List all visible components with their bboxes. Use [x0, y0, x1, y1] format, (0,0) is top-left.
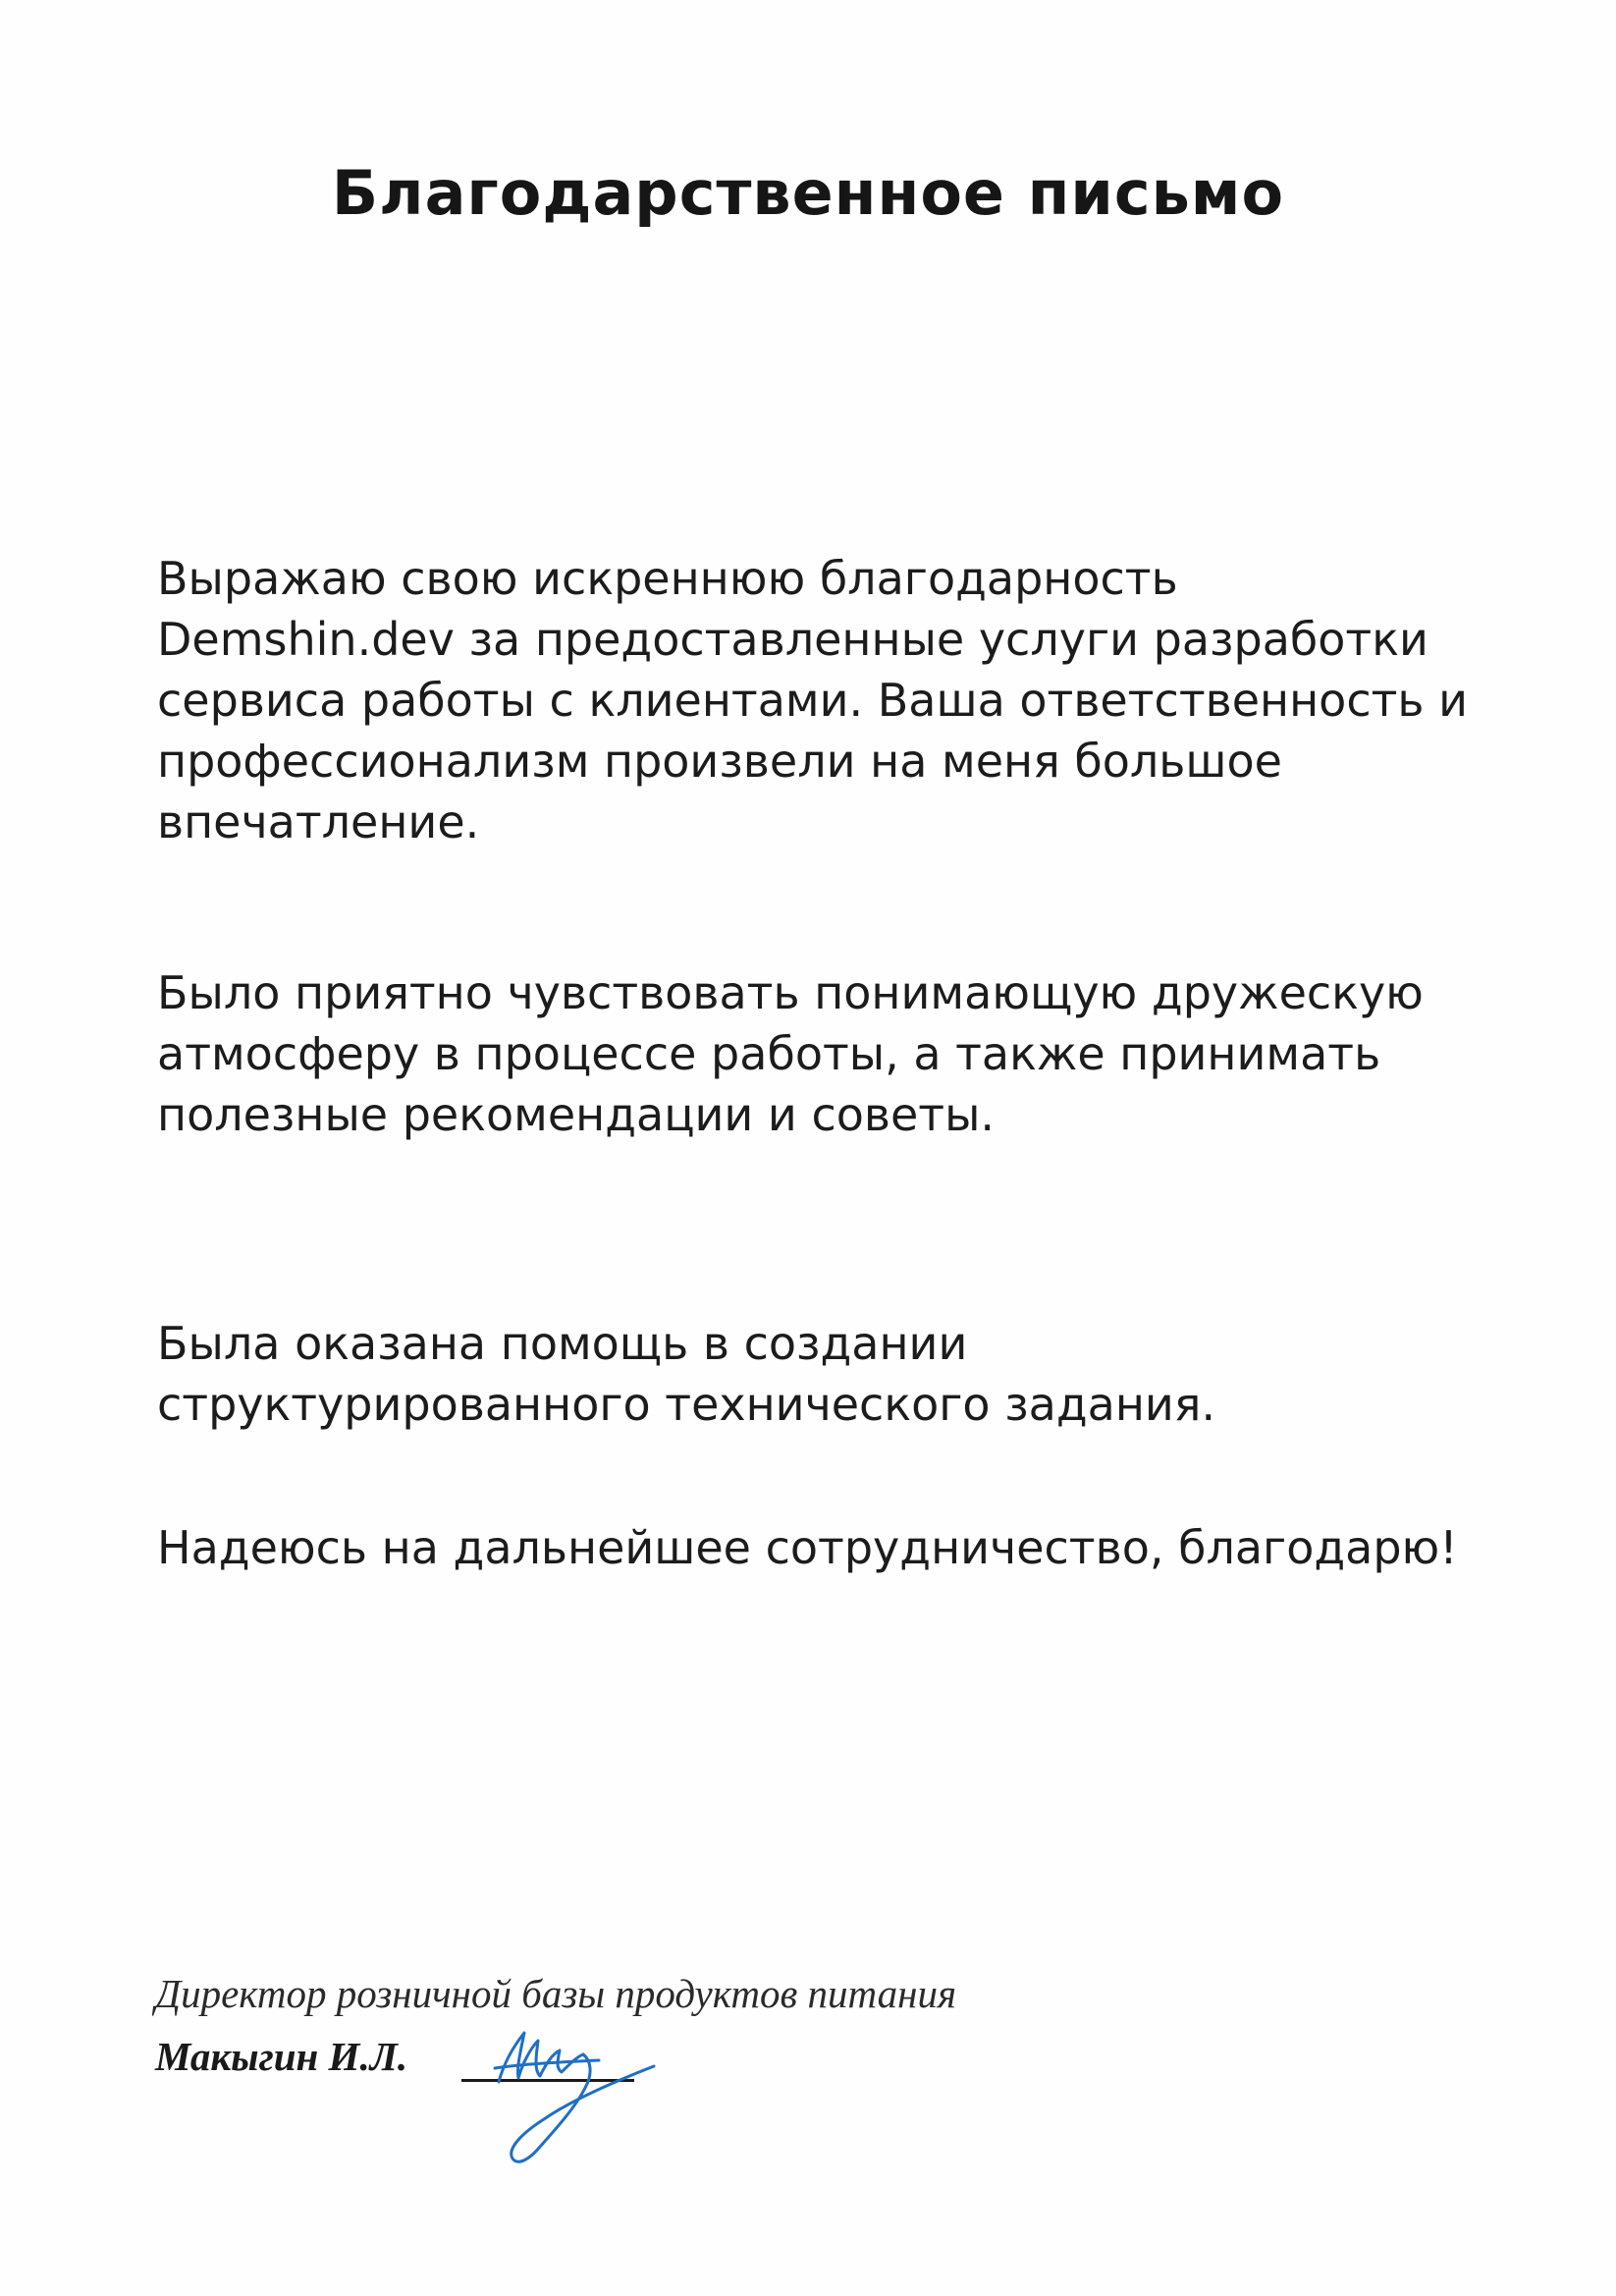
- paragraph-text: Была оказана помощь в создании структурированного технического задания.: [157, 1317, 1216, 1431]
- paragraph-text: Было приятно чувствовать понимающую дружескую атмосферу в процессе работы, а также принимать полезные рекомендации и советы.: [157, 966, 1424, 1141]
- signatory-role: Директор розничной базы продуктов питания: [155, 1971, 957, 2016]
- signatory-name: Макыгин И.Л.: [155, 2034, 408, 2079]
- paragraph-closing: [157, 1517, 1473, 1578]
- paragraph-technical-spec: [157, 1313, 1473, 1435]
- paragraph-text: Надеюсь на дальнейшее сотрудничество, благодарю!: [157, 1521, 1458, 1574]
- paragraph-atmosphere: [157, 962, 1473, 1145]
- paragraph-text: Выражаю свою искреннюю благодарность Demshin.dev за предоставленные услуги разработки сервиса работы с клиентами. Ваша ответственность и профессионализм произвели на меня большое впечатление.: [157, 552, 1469, 848]
- handwritten-signature: [461, 2003, 697, 2170]
- letter-title: Благодарственное письмо: [331, 157, 1285, 229]
- paragraph-gratitude: [157, 548, 1473, 852]
